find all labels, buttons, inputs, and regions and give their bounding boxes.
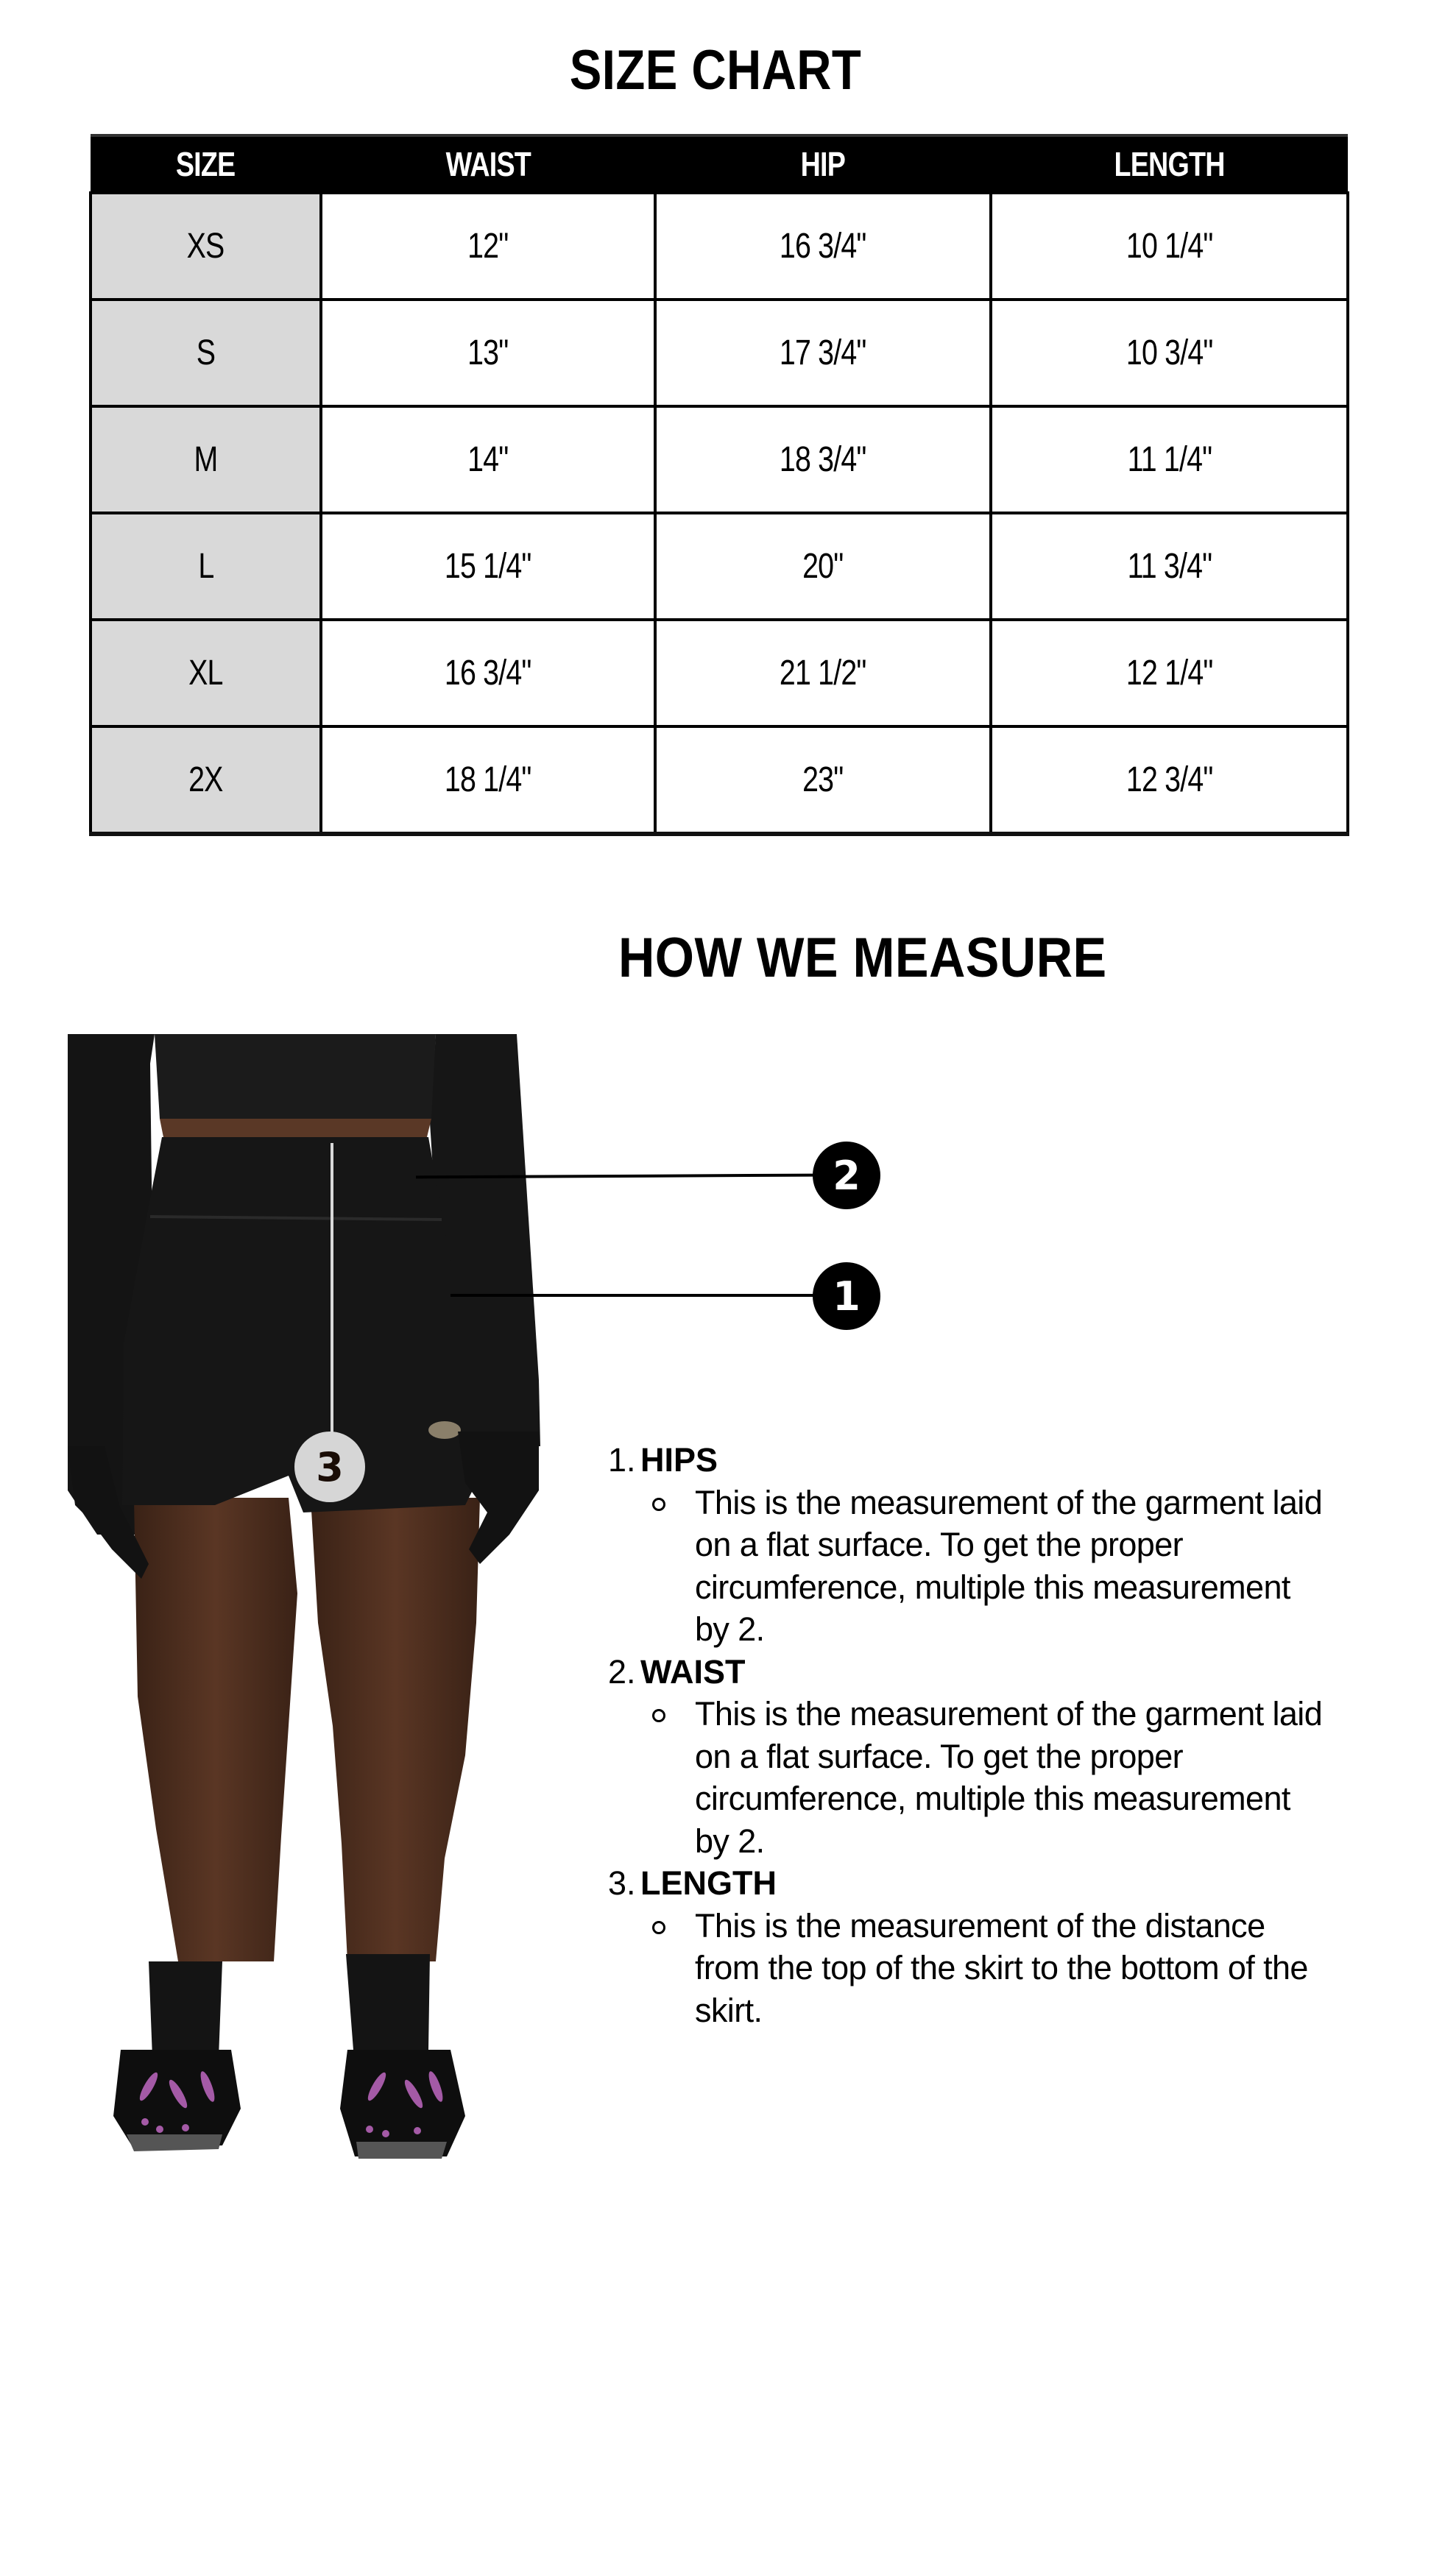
table-row xyxy=(91,513,1348,620)
hip-cell: 16 3/4" xyxy=(655,193,991,300)
length-cell: 10 3/4" xyxy=(991,300,1348,406)
instruction-text: This is the measurement of the garment laid on a flat surface. To get the proper circumference, multiple this measurement by 2. xyxy=(695,1695,1323,1860)
waist-cell: 13" xyxy=(321,300,655,406)
bullet-icon xyxy=(652,1921,665,1934)
hip-cell: 17 3/4" xyxy=(655,300,991,406)
length-cell: 11 3/4" xyxy=(991,513,1348,620)
instruction-length xyxy=(608,1862,1388,2031)
instruction-text: This is the measurement of the distance from the top of the skirt to the bottom of the skirt. xyxy=(695,1906,1308,2029)
size-chart-table xyxy=(89,134,1349,836)
marker-waist: 2 xyxy=(813,1142,880,1209)
hip-cell: 18 3/4" xyxy=(655,406,991,513)
waist-cell: 12" xyxy=(321,193,655,300)
how-we-measure-title: HOW WE MEASURE xyxy=(618,927,1107,989)
instruction-number: 2. xyxy=(608,1652,636,1691)
column-header-length: LENGTH xyxy=(991,135,1348,193)
table-row xyxy=(91,300,1348,406)
instruction-number: 1. xyxy=(608,1441,636,1479)
marker-length: 3 xyxy=(294,1432,365,1502)
size-cell: 2X xyxy=(91,726,321,834)
instruction-label: HIPS xyxy=(640,1441,718,1479)
hip-cell: 23" xyxy=(655,726,991,834)
size-cell: L xyxy=(91,513,321,620)
table-row xyxy=(91,406,1348,513)
length-cell: 11 1/4" xyxy=(991,406,1348,513)
marker-hips: 1 xyxy=(813,1262,880,1330)
length-measure-line xyxy=(331,1143,333,1445)
waist-cell: 18 1/4" xyxy=(321,726,655,834)
column-header-size: SIZE xyxy=(91,135,321,193)
measurement-instructions xyxy=(608,1439,1388,2031)
instruction-text: This is the measurement of the garment laid on a flat surface. To get the proper circumference, multiple this measurement by 2. xyxy=(695,1483,1323,1648)
hip-cell: 21 1/2" xyxy=(655,620,991,726)
table-header-row xyxy=(91,135,1348,193)
table-row xyxy=(91,726,1348,834)
size-cell: M xyxy=(91,406,321,513)
length-cell: 12 3/4" xyxy=(991,726,1348,834)
bullet-icon xyxy=(652,1709,665,1722)
hips-measure-line xyxy=(451,1294,813,1297)
bullet-icon xyxy=(652,1498,665,1511)
length-cell: 12 1/4" xyxy=(991,620,1348,726)
instruction-hips xyxy=(608,1439,1388,1651)
model-photo xyxy=(68,1034,546,2197)
column-header-hip: HIP xyxy=(655,135,991,193)
instruction-label: WAIST xyxy=(640,1652,746,1691)
table-row xyxy=(91,620,1348,726)
size-cell: XS xyxy=(91,193,321,300)
size-cell: S xyxy=(91,300,321,406)
instruction-number: 3. xyxy=(608,1864,636,1902)
waist-cell: 16 3/4" xyxy=(321,620,655,726)
column-header-waist: WAIST xyxy=(321,135,655,193)
instruction-waist xyxy=(608,1651,1388,1863)
length-cell: 10 1/4" xyxy=(991,193,1348,300)
size-cell: XL xyxy=(91,620,321,726)
hip-cell: 20" xyxy=(655,513,991,620)
instruction-label: LENGTH xyxy=(640,1864,777,1902)
size-chart-title: SIZE CHART xyxy=(569,39,862,102)
table-row xyxy=(91,193,1348,300)
waist-cell: 15 1/4" xyxy=(321,513,655,620)
waist-cell: 14" xyxy=(321,406,655,513)
